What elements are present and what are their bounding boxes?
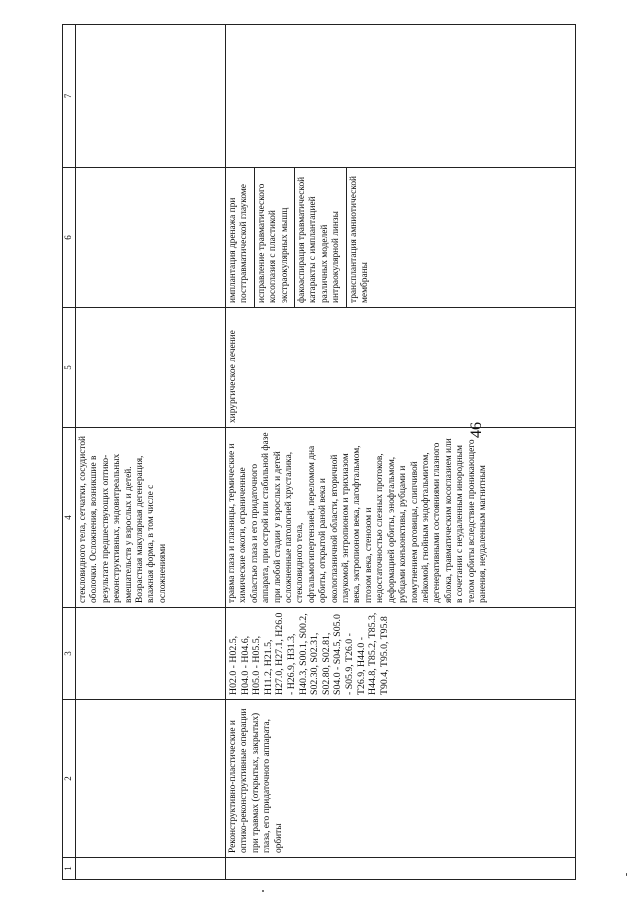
main-cell-3: H02.0 - H02.5, H04.0 - H04.6, H05.0 - H05.5, H11.2, H21.5, H27.0, H27.1, H26.0 - H26.9, H31.3, H40.3, S00.1, S00.2, S02.30, S02.31, S02.80, S02.81, S04.0 - S04.5, S05.0 - S05.9, T26.0 - T26.9, H44.0 - H44.8, T85.2, T85.3, T90.4, T95.0, T95.8 (226, 608, 576, 700)
header-col-2: 2 (63, 700, 76, 858)
cont-cell-6 (76, 168, 226, 308)
page-number: 46 (468, 422, 485, 438)
rotated-table-sheet (62, 25, 580, 880)
cont-cell-3 (76, 608, 226, 700)
main-cell-4: травма глаза и глазницы, термические и химические ожоги, ограниченные областью глаза и его придаточного аппарата, при острой или стабильной фазе при любой стадии у взрослых и детей осложненные патологией хрусталика, стекловидного тела, офтальмогипертензией, переломом дна орбиты, открытой раной века и окологлазничной области, вторичной глаукомой, энтропионом и трихиазом века, эктропионом века, лагофтальмом, птозом века, стенозом и недостаточностью слезных протоков, деформацией орбиты, энофтальмом, рубцами конъюнктивы, рубцами и помутнением роговицы, слипчивой лейкомой, гнойным эндофтальмитом, дегенеративными состояниями глазного яблока, травматическим косоглазием или в сочетании с неудаленным инородным телом орбиты вследствие проникающего ранения, неудаленным магнитным (226, 428, 576, 608)
header-col-7: 7 (63, 25, 76, 168)
cont-cell-5 (76, 308, 226, 428)
header-col-4: 4 (63, 428, 76, 608)
header-col-1: 1 (63, 858, 76, 880)
header-col-3: 3 (63, 608, 76, 700)
main-cell-6 (226, 168, 576, 308)
cont-cell-1 (76, 858, 226, 880)
main-cell-2: Реконструктивно-пластические и оптико-реконструктивные операции при травмах (открытых, закрытых) глаза, его придаточного аппарата, орбиты (226, 700, 576, 858)
main-row (226, 25, 576, 880)
header-row (63, 25, 76, 880)
main-cell-7 (226, 25, 576, 168)
cont-cell-2 (76, 700, 226, 858)
procedures-table (62, 24, 576, 880)
method-item: исправление травматического косоглазия с пластикой экстраокулярных мышц (254, 168, 291, 307)
cont-cell-4: стекловидного тела, сетчатки, сосудистой оболочки. Осложнения, возникшие в результате предшествующих оптико-реконструктивных, эндовитреальных вмешательств у взрослых и детей. Возрастная макулярная дегенерация, влажная форма, в том числе с осложнениями (76, 428, 226, 608)
continuation-row (76, 25, 226, 880)
header-col-5: 5 (63, 308, 76, 428)
method-item: имплантация дренажа при посттравматической глаукоме (228, 184, 250, 303)
cont-cell-7 (76, 25, 226, 168)
method-item: факоаспирация травматической катаракты с имплантацией различных моделей интраокулярной линзы (294, 168, 343, 307)
main-cell-1 (226, 858, 576, 880)
scan-speck (626, 873, 627, 876)
header-col-6: 6 (63, 168, 76, 308)
main-cell-5: хирургическое лечение (226, 308, 576, 428)
method-item: трансплантация амниотической мембраны (346, 168, 372, 307)
scan-speck (262, 890, 264, 892)
